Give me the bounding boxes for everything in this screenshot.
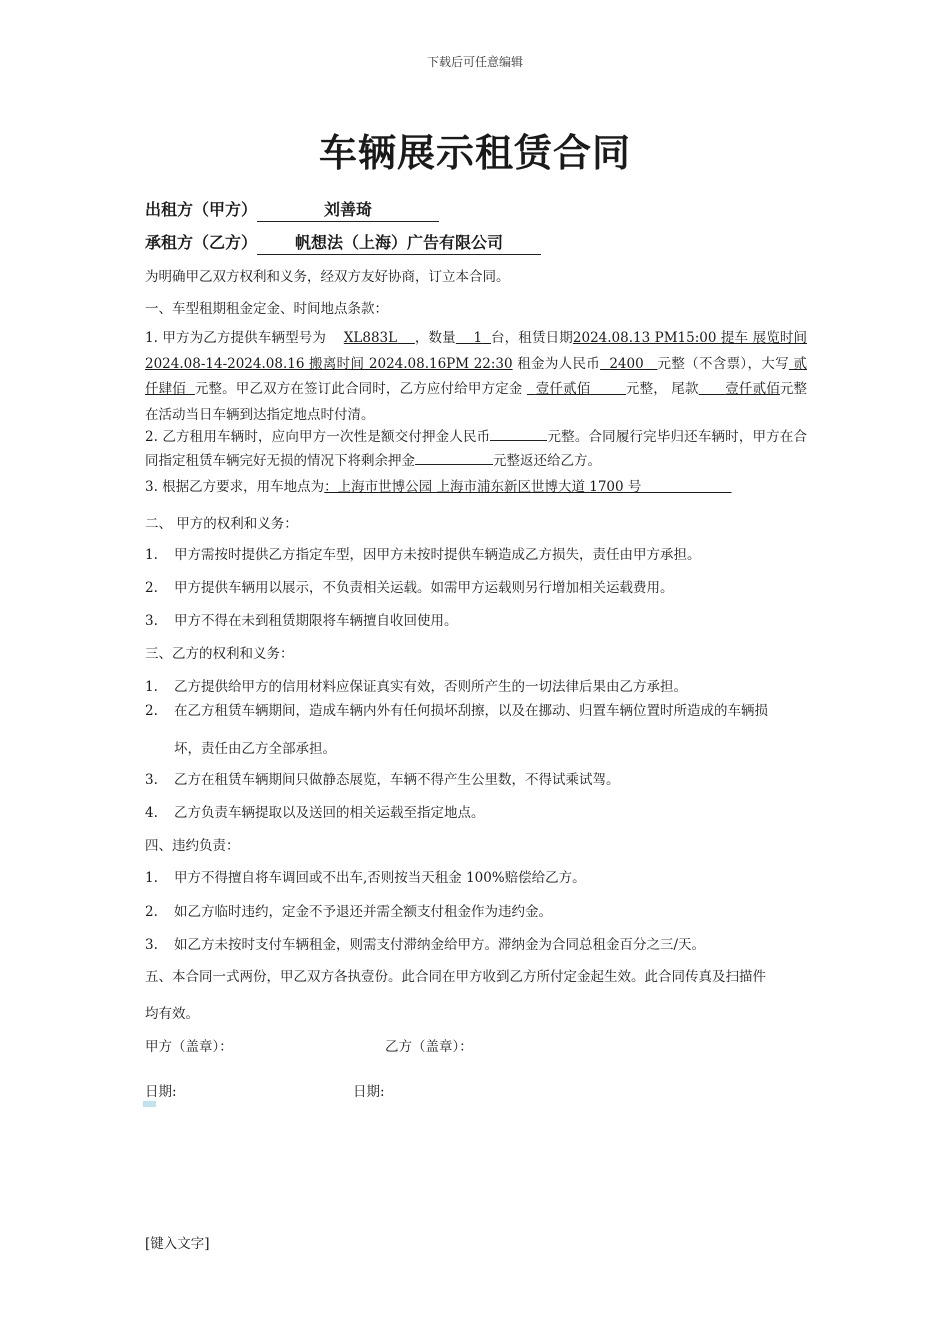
text-cursor-marker[interactable] [143,1101,156,1107]
section5-line2: 均有效。 [145,1006,199,1022]
vehicle-quantity: 1 [473,330,483,346]
party-b-seal-label: 乙方（盖章）： [385,1039,473,1055]
list-item [145,699,768,719]
clause-1-2 [145,425,807,473]
contract-title: 车辆展示租赁合同 [318,130,631,175]
section2-heading: 二、 甲方的权利和义务： [145,516,298,532]
lessee-label: 承租方（乙方） [145,233,258,252]
clause-text: ，数量 [414,330,456,346]
item-number: 2. [145,904,158,920]
item-text: 乙方在租赁车辆期间只做静态展览，车辆不得产生公里数，不得试乘试驾。 [174,772,620,788]
rental-dates: 2024.08.13 PM15:00 提车 展览时间 2024.08-14-2024.08.16 搬离时间 2024.08.16PM 22:30 [145,330,808,372]
rent-amount: 2400 [609,355,644,372]
item-text: 乙方负责车辆提取以及送回的相关运载至指定地点。 [174,805,485,821]
section3-heading: 三、乙方的权利和义务： [145,646,294,662]
item-number: 3. [145,613,158,629]
clause-text: 元整， 尾款 [625,381,699,397]
item-number: 4. [145,805,158,821]
item-number: 1. [145,870,158,886]
remaining-deposit-blank [415,451,493,465]
list-item [145,543,701,563]
item-number: 3. [145,937,158,953]
list-item [145,609,458,629]
lessor-line [145,197,439,222]
item-number: 1. [145,679,158,695]
clause-1-1 [145,326,807,428]
item-number: 1. [145,547,158,563]
intro-text: 为明确甲乙双方权利和义务，经双方友好协商，订立本合同。 [145,269,510,285]
item-text: 在乙方租赁车辆期间，造成车辆内外有任何损坏刮擦，以及在挪动、归置车辆位置时所造成的车辆损 [174,703,768,719]
lessee-line [145,230,541,255]
clause-1-3 [145,475,807,501]
list-item [145,801,485,821]
vehicle-model: XL883L [343,330,398,346]
item-text: 如乙方未按时支付车辆租金，则需支付滞纳金给甲方。滞纳金为合同总租金百分之三/天。 [174,937,706,953]
deposit-blank [490,427,547,441]
lessee-name: 帆想法（上海）广告有限公司 [257,230,541,255]
item-number: 3. [145,772,158,788]
clause-text: 元整返还给乙方。 [493,453,601,469]
item-text: 乙方提供给甲方的信用材料应保证真实有效，否则所产生的一切法律后果由乙方承担。 [174,679,687,695]
item-number: 2. [145,703,158,719]
list-item [145,866,586,886]
date-b-label: 日期: [353,1084,385,1100]
clause-text: 2. 乙方租用车辆时，应向甲方一次性是额交付押金人民币 [145,429,491,445]
list-item [145,933,705,953]
clause-text: 1. 甲方为乙方提供车辆型号为 [145,330,327,346]
lessor-name: 刘善琦 [257,197,439,222]
section5-line1: 五、本合同一式两份，甲乙双方各执壹份。此合同在甲方收到乙方所付定金起生效。此合同传真及扫描件 [145,969,766,985]
list-item [145,900,552,920]
footer-placeholder[interactable]: [键入文字] [145,1236,210,1252]
item-text: 甲方不得擅自将车调回或不出车,否则按当天租金 100%赔偿给乙方。 [174,870,586,886]
list-item [145,675,687,695]
clause-text: 元整在活动当日车辆到达指定地点时付清。 [145,381,808,423]
clause-text: 台，租赁日期 [491,330,573,346]
deposit-amount-words: 壹仟贰佰 [535,381,591,397]
item-text: 甲方提供车辆用以展示，不负责相关运载。如需甲方运载则另行增加相关运载费用。 [174,580,674,596]
date-a-label: 日期: [145,1084,177,1100]
item-text: 如乙方临时违约，定金不予退还并需全额支付租金作为违约金。 [174,904,552,920]
clause-text: 元整（不含票），大写 [657,355,789,372]
clause-text: 租金为人民币 [517,355,601,372]
party-a-seal-label: 甲方（盖章）： [145,1039,233,1055]
section1-heading: 一、车型租期租金定金、时间地点条款： [145,301,388,317]
clause-text: 元整。甲乙双方在签订此合同时，乙方应付给甲方定金 [194,381,523,397]
clause-text: 3. 根据乙方要求，用车地点为 [145,479,325,495]
list-item [145,576,674,596]
item-text: 甲方需按时提供乙方指定车型，因甲方未按时提供车辆造成乙方损失，责任由甲方承担。 [174,547,701,563]
item-text: 甲方不得在未到租赁期限将车辆擅自收回使用。 [174,613,458,629]
page-header-note: 下载后可任意编辑 [426,55,523,69]
list-item-continuation: 坏，责任由乙方全部承担。 [174,741,336,757]
lessor-label: 出租方（甲方） [145,200,258,219]
use-location: ：上海市世博公园 上海市浦东新区世博大道 1700 号 [324,479,642,495]
balance-amount-words: 壹仟贰佰 [725,381,780,397]
clause-text: 元整。合同履行完毕归还车辆时，甲方在合同指定租赁车辆完好无损的情况下将剩余押金 [145,429,808,469]
item-number: 2. [145,580,158,596]
list-item [145,768,620,788]
section4-heading: 四、违约负责： [145,838,240,854]
rent-amount-words: 贰仟肆佰 [145,355,808,397]
